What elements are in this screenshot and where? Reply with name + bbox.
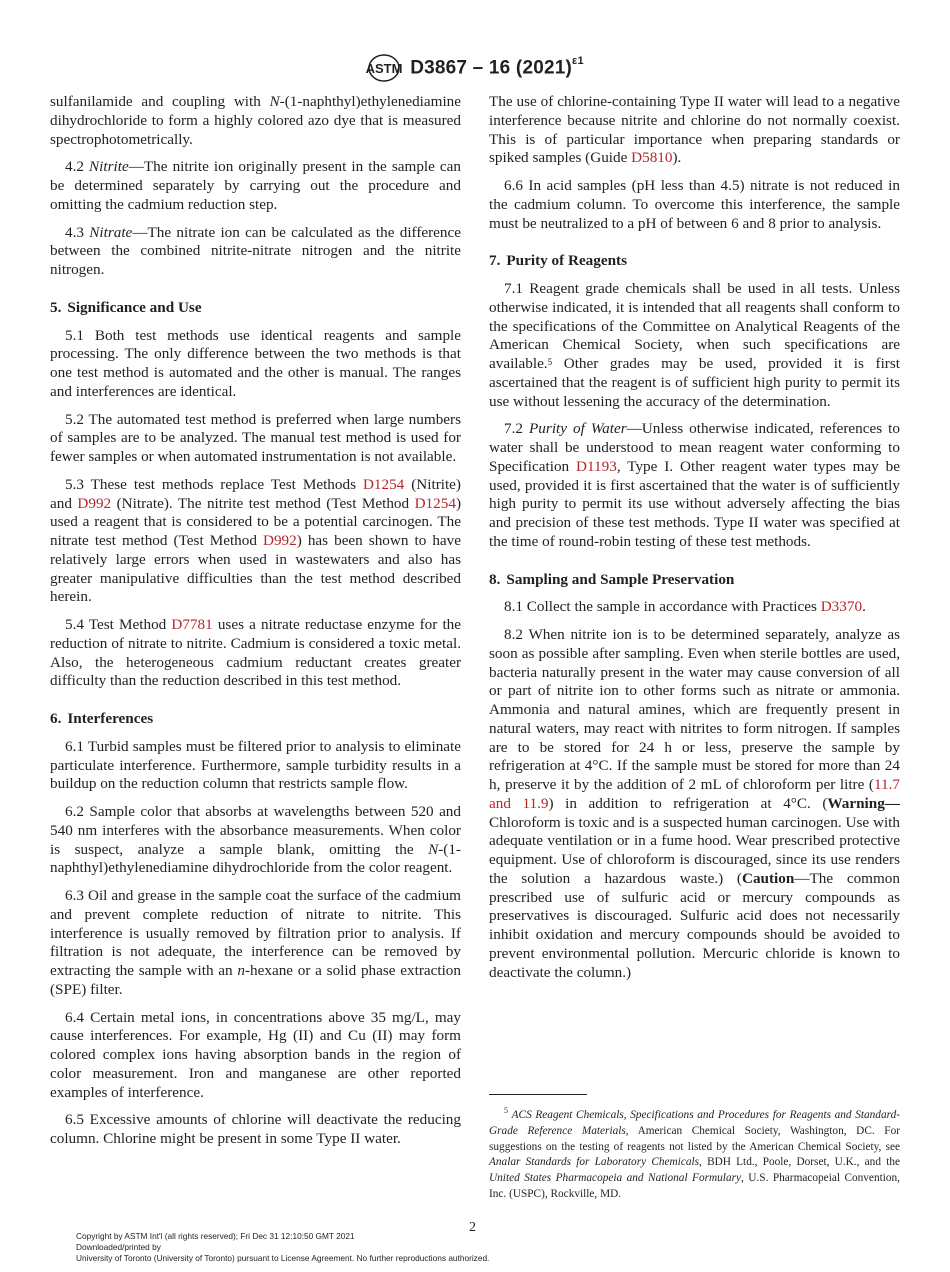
paragraph-6-1: 6.1 Turbid samples must be filtered prior to analysis to eliminate particulate interference. Furthermore, sample turbidity results in a buildup on the reduction column that restricts sample flow. bbox=[50, 737, 461, 793]
footnote-5: $^5$ ACS Reagent Chemicals, Specifications and Procedures for Reagents and Standard-Grade Reference Materials, American Chemical Society, Washington, DC. For suggestions on the testing of reagents not listed by the American Chemical Society, see Analar Standards for Laboratory Chemicals, BDH Ltd., Poole, Dorset, U.K., and the United States Pharmacopeia and National Formulary, U.S. Pharmacopeial Convention, Inc. (USPC), Rockville, MD. bbox=[489, 1106, 900, 1201]
section-5-heading: 5. Significance and Use bbox=[50, 298, 202, 316]
paragraph-6-5-continued: The use of chlorine-containing Type II water will lead to a negative interference because nitrite and chlorine do not normally coexist. This is of particular importance when preparing standards or spiked samples (Guide D5810). bbox=[489, 93, 900, 167]
link-d7781[interactable]: D7781 bbox=[171, 616, 213, 633]
warning-label: Warning— bbox=[827, 794, 900, 812]
paragraph-6-4: 6.4 Certain metal ions, in concentrations above 35 mg/L, may cause interferences. For example, Hg (II) and Cu (II) may form colored complex ions having absorption bands in the region of color measurement. Iron and manganese are other reported examples of interference. bbox=[50, 1008, 461, 1101]
paragraph-5-1: 5.1 Both test methods use identical reagents and sample processing. The only difference between the two methods is that one test method is automated and the other is manual. The ranges and interferences are identical. bbox=[50, 326, 461, 400]
paragraph-8-2: 8.2 When nitrite ion is to be determined separately, analyze as soon as possible after sampling. Even when sterile bottles are used, bacteria naturally present in the water may cause conversion of all or part of nitrite ion to other forms such as nitrate or ammonia. Ammonia and natural amines, which are frequently present in natural waters, may react with nitrites to form nitrogen. If samples are to be stored for 24 h or less, preserve the sample by refrigeration at 4°C. If the sample must be stored for more than 24 h, preserve it by the addition of 2 mL of chloroform per litre (11.7 and 11.9) in addition to refrigeration at 4°C. (Warning—Chloroform is toxic and is a suspected human carcinogen. Use with adequate ventilation or in a fume hood. Wear prescribed protective equipment. Use of chloroform is discouraged, since its use renders the solution a hazardous waste.) (Caution—The common prescribed use of sulfuric acid or mercury compounds as preservatives is discouraged. Sulfuric acid does not necessarily inhibit oxidation and mercury compounds should be avoided to prevent environmental pollution. Mercuric chloride is known to deactivate the column.) bbox=[489, 626, 900, 981]
link-d1254[interactable]: D1254 bbox=[362, 475, 405, 493]
copyright-line-2: Downloaded/printed by bbox=[76, 1242, 161, 1252]
copyright-line-3: University of Toronto (University of Toronto) pursuant to License Agreement. No further reproductions authorized. bbox=[76, 1253, 490, 1263]
paragraph-5-2: 5.2 The automated test method is preferred when large numbers of samples are to be analyzed. The manual test method is used for fewer samples or when automated instrumentation is not available. bbox=[50, 410, 461, 465]
paragraph-4-2: 4.2 Nitrite—The nitrite ion originally present in the sample can be determined separately by carrying out the procedure and omitting the cadmium reduction step. bbox=[50, 158, 461, 213]
paragraph-7-2: 7.2 Purity of Water—Unless otherwise indicated, references to water shall be understood to mean reagent water conforming to Specification D1193, Type I. Other reagent water types may be used, provided it is first ascertained that the water is of sufficiently high purity to permit its use without adversely affecting the bias and precision of these test methods. Type II water was specified at the time of round-robin testing of these test methods. bbox=[489, 420, 900, 550]
astm-logo-icon bbox=[366, 53, 402, 83]
link-d1254[interactable]: D1254 bbox=[414, 494, 456, 512]
link-d992[interactable]: D992 bbox=[77, 494, 112, 512]
paragraph-6-3: 6.3 Oil and grease in the sample coat the surface of the cadmium and prevent complete reduction of nitrate to nitrite. This interference is usually removed by filtration prior to analysis. If filtration is not adequate, the interference can be removed by extracting the sample with an n-hexane or a solid phase extraction (SPE) filter. bbox=[50, 887, 461, 998]
page-number: 2 bbox=[469, 1220, 476, 1235]
standard-designation: D3867 – 16 $(2021)^{\varepsilon 1}$ bbox=[410, 54, 584, 79]
link-11-7-and-11-9[interactable]: 11.7 and 11.9 bbox=[489, 776, 900, 812]
paragraph-8-1: 8.1 Collect the sample in accordance with Practices D3370. bbox=[504, 598, 866, 616]
paragraph-6-2: 6.2 Sample color that absorbs at wavelengths between 520 and 540 nm interferes with the absorbance measurements. When color is suspect, analyze a sample blank, omitting the N-(1-naphthyl)ethylenediamine dihydrochloride from the color reagent. bbox=[50, 803, 461, 877]
page-header bbox=[0, 52, 950, 84]
svg-text:ASTM: ASTM bbox=[366, 61, 403, 76]
link-d992[interactable]: D992 bbox=[262, 532, 297, 549]
link-d1193[interactable]: D1193 bbox=[576, 457, 617, 475]
paragraph-5-4: 5.4 Test Method D7781 uses a nitrate reductase enzyme for the reduction of nitrate to nitrite. Cadmium is considered a toxic metal. Also, the heterogeneous cadmium reductant creates greater difficulty than the reduction described in this test method. bbox=[50, 616, 461, 690]
paragraph-4-1-continued: sulfanilamide and coupling with N-(1-naphthyl)ethylenediamine dihydrochloride to form a highly colored azo dye that is measured spectrophotometrically. bbox=[50, 93, 461, 148]
right-column bbox=[489, 93, 900, 991]
paragraph-6-6: 6.6 In acid samples (pH less than 4.5) nitrate is not reduced in the cadmium column. To overcome this interference, the sample must be neutralized to a pH of between 6 and 8 prior to analysis. bbox=[489, 177, 900, 232]
caution-label: Caution bbox=[741, 869, 795, 887]
footnote-ref-5[interactable]: 5 bbox=[547, 357, 553, 367]
section-8-heading: 8. Sampling and Sample Preservation bbox=[489, 570, 735, 588]
footnote-divider bbox=[489, 1094, 587, 1095]
paragraph-6-5: 6.5 Excessive amounts of chlorine will deactivate the reducing column. Chlorine might be present in some Type II water. bbox=[50, 1111, 461, 1147]
paragraph-7-1: 7.1 Reagent grade chemicals shall be used in all tests. Unless otherwise indicated, it is intended that all reagents shall conform to the specifications of the Committee on Analytical Reagents of the American Chemical Society, when such specifications are available.$^5$ Other grades may be used, provided it is first ascertained that the reagent is of sufficient high purity to permit its use without lessening the accuracy of the determination. bbox=[489, 280, 900, 410]
section-6-heading: 6. Interferences bbox=[50, 710, 154, 727]
section-7-heading: 7. Purity of Reagents bbox=[489, 252, 628, 270]
copyright-line-1: Copyright by ASTM Int'l (all rights reserved); Fri Dec 31 12:10:50 GMT 2021 bbox=[76, 1231, 355, 1241]
copyright-notice bbox=[76, 1231, 489, 1264]
left-column bbox=[50, 93, 461, 1158]
paragraph-4-3: 4.3 Nitrate—The nitrate ion can be calculated as the difference between the combined nitrite-nitrate nitrogen and the nitrite nitrogen. bbox=[50, 223, 461, 278]
link-d3370[interactable]: D3370 bbox=[820, 598, 863, 616]
paragraph-5-3: 5.3 These test methods replace Test Methods D1254 (Nitrite) and D992 (Nitrate). The nitrite test method (Test Method D1254) used a reagent that is considered to be a potential carcinogen. The nitrate test method (Test Method D992) has been shown to have relatively large errors when used in wastewaters and also has greater manipulative difficulties than the test method described herein. bbox=[50, 475, 461, 606]
link-d5810[interactable]: D5810 bbox=[631, 149, 673, 167]
